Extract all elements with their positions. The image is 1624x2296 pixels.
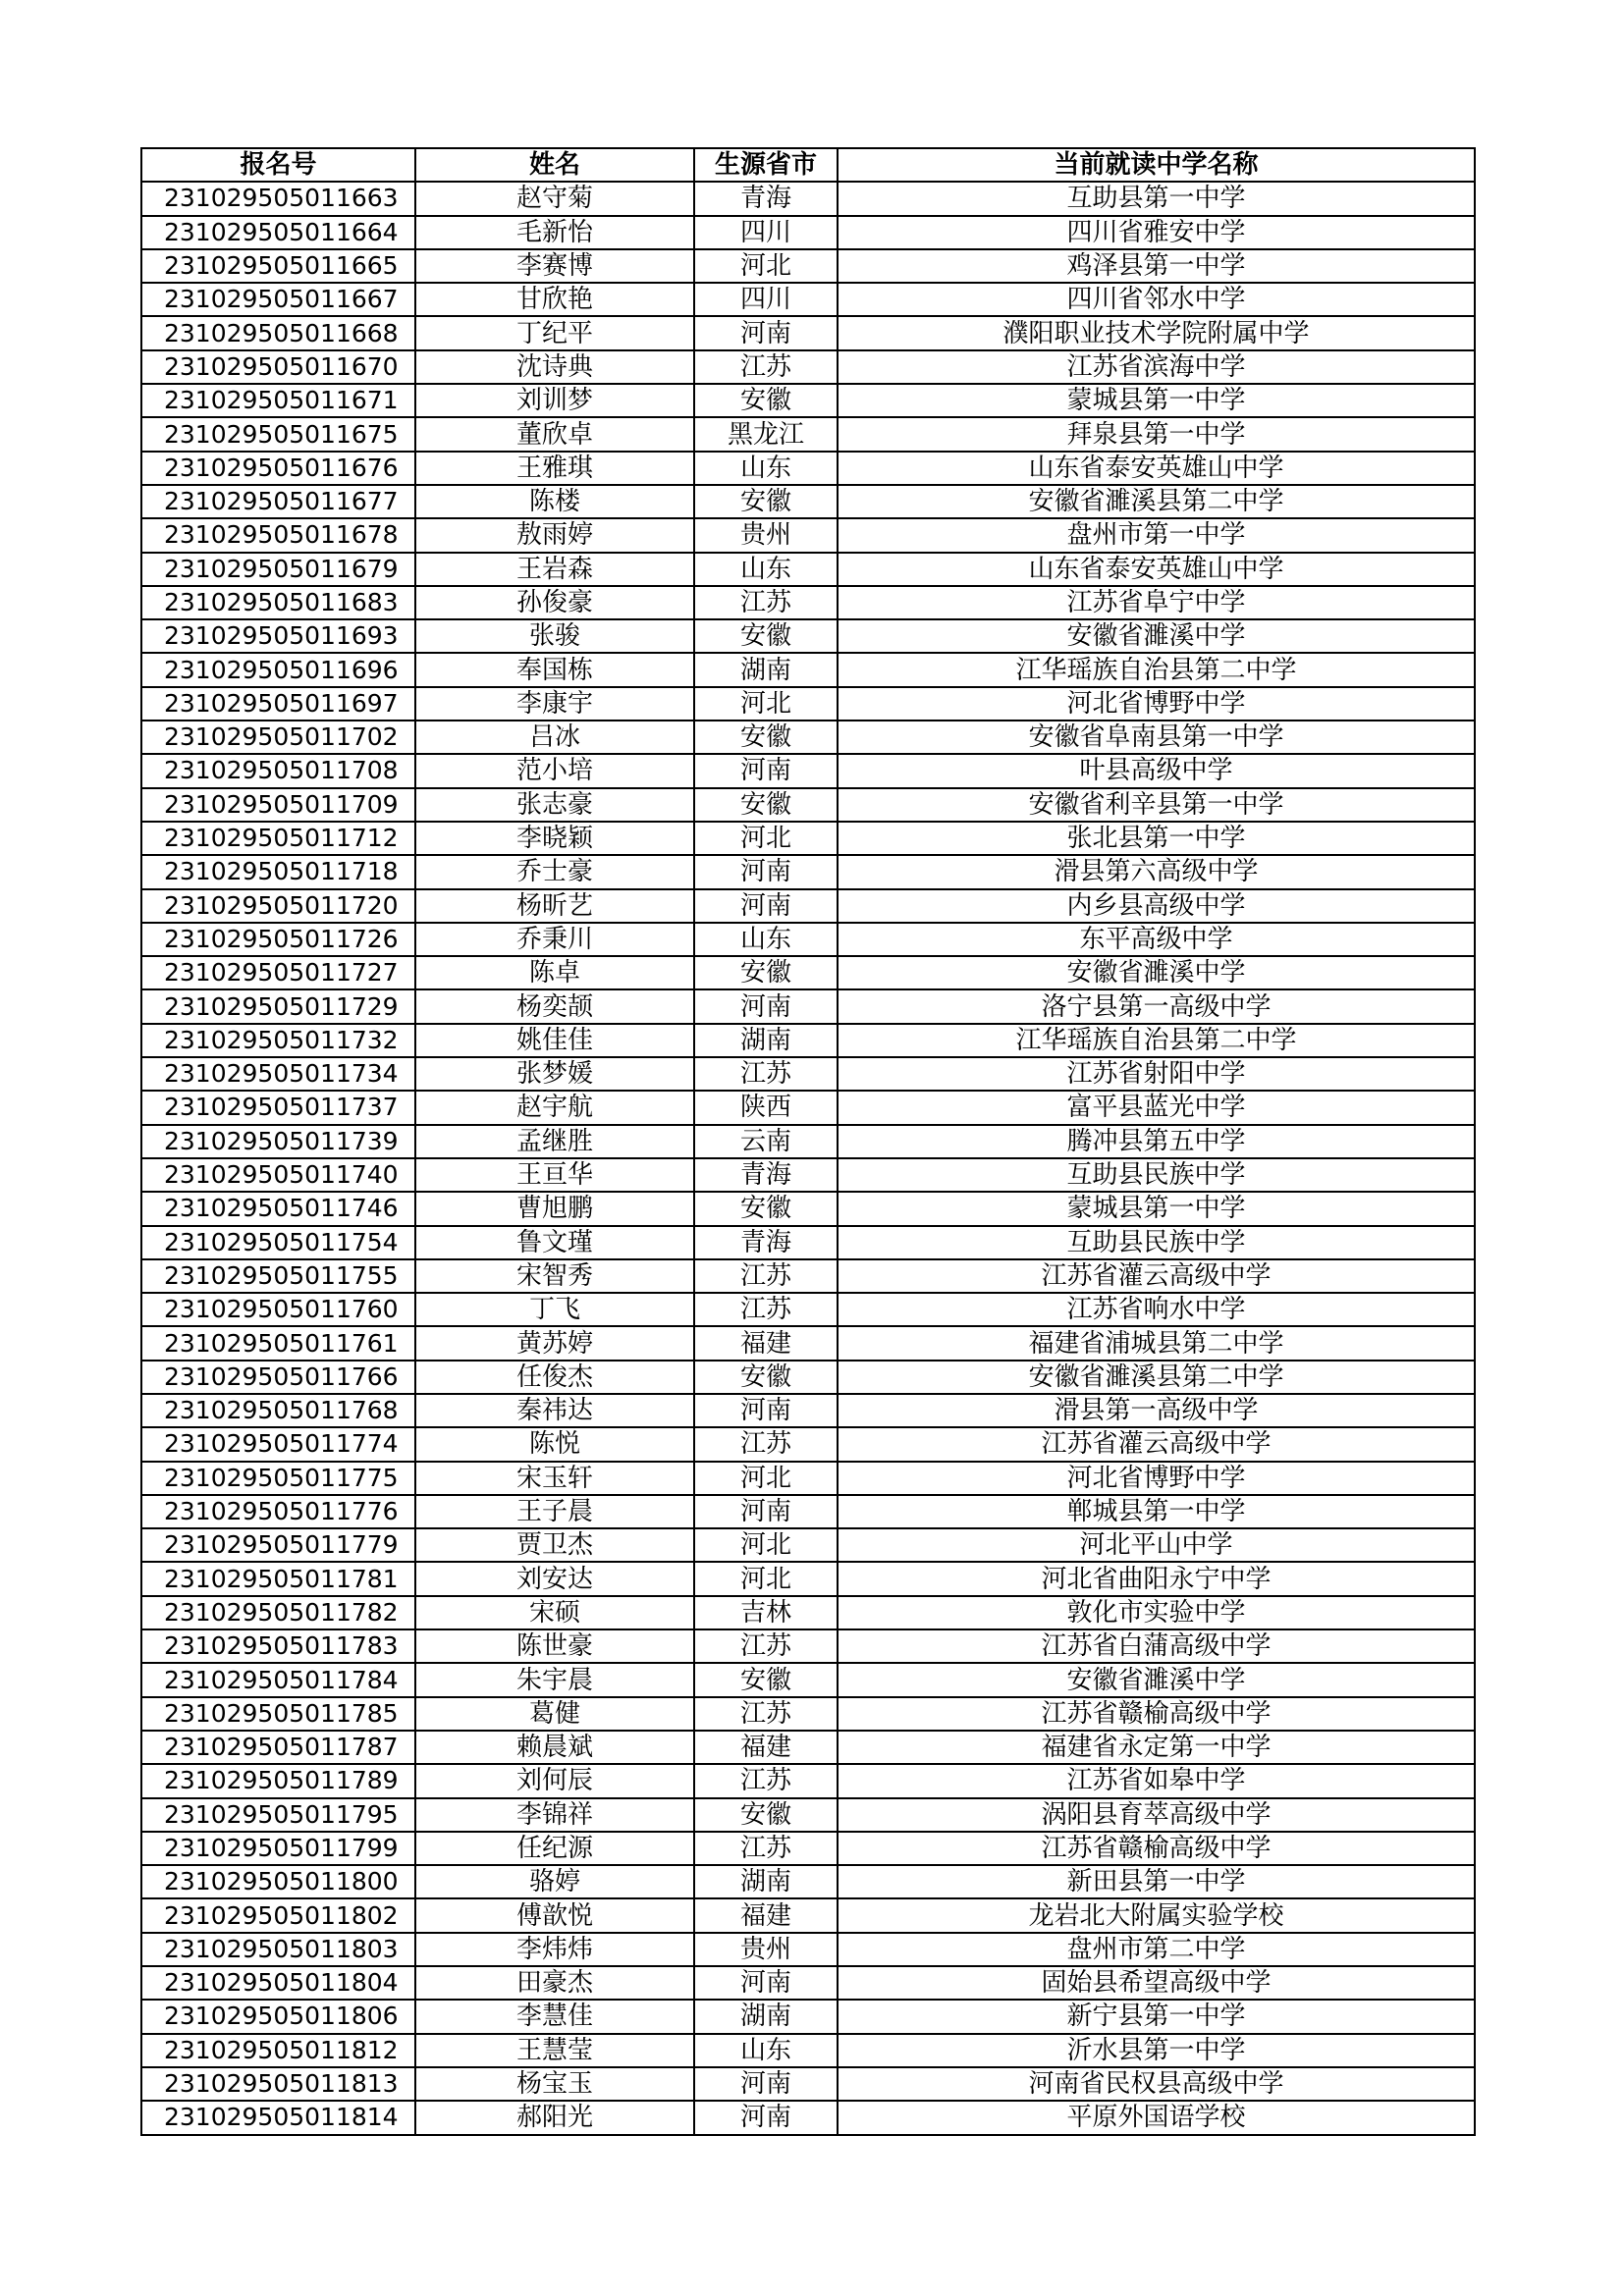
table-row (141, 1226, 1475, 1259)
cell-school: 江苏省灌云高级中学 (838, 1259, 1475, 1293)
header-province: 生源省市 (694, 148, 838, 182)
cell-province: 湖南 (694, 2000, 838, 2033)
table-row (141, 2000, 1475, 2033)
cell-registration-number: 231029505011779 (141, 1528, 415, 1562)
cell-registration-number: 231029505011675 (141, 417, 415, 451)
cell-name: 朱宇晨 (415, 1663, 694, 1696)
cell-name: 孙俊豪 (415, 586, 694, 619)
table-row (141, 586, 1475, 619)
cell-province: 陕西 (694, 1091, 838, 1124)
table-row (141, 1629, 1475, 1663)
table-row (141, 788, 1475, 822)
table-row (141, 1495, 1475, 1528)
table-row (141, 1596, 1475, 1629)
cell-name: 宋玉轩 (415, 1462, 694, 1495)
cell-province: 黑龙江 (694, 417, 838, 451)
cell-registration-number: 231029505011670 (141, 350, 415, 384)
cell-name: 宋硕 (415, 1596, 694, 1629)
cell-registration-number: 231029505011665 (141, 249, 415, 283)
table-row (141, 182, 1475, 215)
cell-name: 陈卓 (415, 956, 694, 989)
cell-registration-number: 231029505011740 (141, 1158, 415, 1192)
cell-province: 河北 (694, 249, 838, 283)
cell-school: 盘州市第二中学 (838, 1933, 1475, 1966)
table-row (141, 1832, 1475, 1865)
cell-name: 骆婷 (415, 1865, 694, 1898)
cell-school: 沂水县第一中学 (838, 2034, 1475, 2067)
cell-registration-number: 231029505011671 (141, 384, 415, 417)
cell-registration-number: 231029505011782 (141, 1596, 415, 1629)
table-row (141, 619, 1475, 653)
cell-name: 田豪杰 (415, 1966, 694, 2000)
cell-province: 江苏 (694, 350, 838, 384)
cell-name: 吕冰 (415, 721, 694, 754)
cell-province: 安徽 (694, 1192, 838, 1225)
table-row (141, 1293, 1475, 1326)
table-row (141, 1865, 1475, 1898)
cell-name: 刘何辰 (415, 1764, 694, 1797)
cell-school: 敦化市实验中学 (838, 1596, 1475, 1629)
cell-registration-number: 231029505011781 (141, 1562, 415, 1595)
cell-province: 江苏 (694, 1629, 838, 1663)
cell-province: 河北 (694, 1528, 838, 1562)
cell-name: 李锦祥 (415, 1798, 694, 1832)
table-row (141, 956, 1475, 989)
cell-school: 江苏省灌云高级中学 (838, 1427, 1475, 1461)
table-row (141, 1326, 1475, 1360)
cell-registration-number: 231029505011775 (141, 1462, 415, 1495)
cell-registration-number: 231029505011676 (141, 452, 415, 485)
cell-province: 湖南 (694, 1865, 838, 1898)
cell-school: 安徽省濉溪县第二中学 (838, 485, 1475, 518)
cell-name: 李慧佳 (415, 2000, 694, 2033)
table-row (141, 1663, 1475, 1696)
cell-province: 江苏 (694, 1293, 838, 1326)
cell-name: 丁飞 (415, 1293, 694, 1326)
cell-province: 福建 (694, 1898, 838, 1932)
cell-name: 刘安达 (415, 1562, 694, 1595)
table-row (141, 1091, 1475, 1124)
cell-school: 拜泉县第一中学 (838, 417, 1475, 451)
cell-registration-number: 231029505011766 (141, 1361, 415, 1394)
cell-school: 四川省邻水中学 (838, 283, 1475, 316)
cell-name: 乔秉川 (415, 923, 694, 956)
cell-province: 安徽 (694, 1798, 838, 1832)
cell-school: 濮阳职业技术学院附属中学 (838, 316, 1475, 349)
cell-province: 安徽 (694, 619, 838, 653)
cell-school: 江苏省赣榆高级中学 (838, 1832, 1475, 1865)
cell-name: 丁纪平 (415, 316, 694, 349)
table-row (141, 889, 1475, 923)
cell-school: 互助县民族中学 (838, 1226, 1475, 1259)
cell-school: 富平县蓝光中学 (838, 1091, 1475, 1124)
table-row (141, 1462, 1475, 1495)
cell-registration-number: 231029505011804 (141, 1966, 415, 2000)
table-row (141, 1528, 1475, 1562)
cell-province: 福建 (694, 1326, 838, 1360)
table-row (141, 452, 1475, 485)
cell-school: 蒙城县第一中学 (838, 384, 1475, 417)
cell-name: 赖晨斌 (415, 1731, 694, 1764)
cell-name: 王子晨 (415, 1495, 694, 1528)
cell-province: 四川 (694, 283, 838, 316)
cell-province: 河南 (694, 2101, 838, 2134)
cell-name: 张志豪 (415, 788, 694, 822)
header-registration-number: 报名号 (141, 148, 415, 182)
table-row (141, 417, 1475, 451)
cell-name: 李晓颖 (415, 822, 694, 855)
cell-school: 安徽省阜南县第一中学 (838, 721, 1475, 754)
table-row (141, 1057, 1475, 1091)
cell-province: 安徽 (694, 788, 838, 822)
cell-registration-number: 231029505011760 (141, 1293, 415, 1326)
cell-province: 河北 (694, 687, 838, 721)
table-row (141, 1024, 1475, 1057)
cell-name: 任纪源 (415, 1832, 694, 1865)
cell-registration-number: 231029505011776 (141, 1495, 415, 1528)
cell-school: 河北省博野中学 (838, 687, 1475, 721)
cell-name: 奉国栋 (415, 653, 694, 686)
cell-name: 葛健 (415, 1697, 694, 1731)
cell-name: 任俊杰 (415, 1361, 694, 1394)
cell-registration-number: 231029505011814 (141, 2101, 415, 2134)
cell-school: 江苏省赣榆高级中学 (838, 1697, 1475, 1731)
table-row (141, 485, 1475, 518)
cell-province: 福建 (694, 1731, 838, 1764)
cell-registration-number: 231029505011802 (141, 1898, 415, 1932)
cell-name: 赵守菊 (415, 182, 694, 215)
table-row (141, 2067, 1475, 2101)
cell-province: 河北 (694, 822, 838, 855)
cell-school: 江苏省如皋中学 (838, 1764, 1475, 1797)
cell-province: 山东 (694, 923, 838, 956)
cell-registration-number: 231029505011739 (141, 1125, 415, 1158)
cell-name: 鲁文瑾 (415, 1226, 694, 1259)
table-row (141, 1966, 1475, 2000)
cell-school: 鸡泽县第一中学 (838, 249, 1475, 283)
cell-name: 贾卫杰 (415, 1528, 694, 1562)
cell-registration-number: 231029505011755 (141, 1259, 415, 1293)
cell-province: 河南 (694, 1966, 838, 2000)
cell-school: 洛宁县第一高级中学 (838, 989, 1475, 1023)
cell-registration-number: 231029505011806 (141, 2000, 415, 2033)
cell-school: 互助县第一中学 (838, 182, 1475, 215)
cell-school: 东平高级中学 (838, 923, 1475, 956)
cell-registration-number: 231029505011729 (141, 989, 415, 1023)
table-row (141, 1562, 1475, 1595)
cell-registration-number: 231029505011702 (141, 721, 415, 754)
table-row (141, 518, 1475, 552)
cell-registration-number: 231029505011768 (141, 1394, 415, 1427)
cell-school: 福建省浦城县第二中学 (838, 1326, 1475, 1360)
cell-school: 蒙城县第一中学 (838, 1192, 1475, 1225)
cell-province: 山东 (694, 553, 838, 586)
header-school: 当前就读中学名称 (838, 148, 1475, 182)
cell-name: 杨奕颉 (415, 989, 694, 1023)
table-row (141, 1798, 1475, 1832)
table-row (141, 249, 1475, 283)
cell-province: 青海 (694, 182, 838, 215)
cell-school: 固始县希望高级中学 (838, 1966, 1475, 2000)
cell-school: 山东省泰安英雄山中学 (838, 452, 1475, 485)
cell-registration-number: 231029505011726 (141, 923, 415, 956)
table-row (141, 1898, 1475, 1932)
header-name: 姓名 (415, 148, 694, 182)
cell-registration-number: 231029505011799 (141, 1832, 415, 1865)
cell-registration-number: 231029505011813 (141, 2067, 415, 2101)
cell-name: 范小培 (415, 754, 694, 787)
table-row (141, 822, 1475, 855)
cell-province: 贵州 (694, 1933, 838, 1966)
cell-name: 董欣卓 (415, 417, 694, 451)
cell-school: 江华瑶族自治县第二中学 (838, 653, 1475, 686)
cell-name: 王雅琪 (415, 452, 694, 485)
cell-name: 陈世豪 (415, 1629, 694, 1663)
cell-registration-number: 231029505011679 (141, 553, 415, 586)
cell-name: 李炜炜 (415, 1933, 694, 1966)
cell-school: 张北县第一中学 (838, 822, 1475, 855)
cell-registration-number: 231029505011795 (141, 1798, 415, 1832)
cell-school: 互助县民族中学 (838, 1158, 1475, 1192)
cell-province: 江苏 (694, 1832, 838, 1865)
cell-name: 李赛博 (415, 249, 694, 283)
cell-province: 安徽 (694, 485, 838, 518)
table-row (141, 553, 1475, 586)
cell-name: 黄苏婷 (415, 1326, 694, 1360)
cell-province: 江苏 (694, 1697, 838, 1731)
cell-school: 内乡县高级中学 (838, 889, 1475, 923)
cell-school: 江苏省白蒲高级中学 (838, 1629, 1475, 1663)
cell-registration-number: 231029505011718 (141, 855, 415, 888)
cell-province: 江苏 (694, 1259, 838, 1293)
table-row (141, 1427, 1475, 1461)
cell-registration-number: 231029505011667 (141, 283, 415, 316)
cell-registration-number: 231029505011693 (141, 619, 415, 653)
cell-registration-number: 231029505011737 (141, 1091, 415, 1124)
cell-registration-number: 231029505011784 (141, 1663, 415, 1696)
table-row (141, 283, 1475, 316)
cell-school: 滑县第一高级中学 (838, 1394, 1475, 1427)
cell-registration-number: 231029505011683 (141, 586, 415, 619)
cell-registration-number: 231029505011677 (141, 485, 415, 518)
cell-province: 江苏 (694, 586, 838, 619)
cell-name: 甘欣艳 (415, 283, 694, 316)
cell-registration-number: 231029505011727 (141, 956, 415, 989)
cell-school: 安徽省濉溪县第二中学 (838, 1361, 1475, 1394)
table-row (141, 1933, 1475, 1966)
cell-registration-number: 231029505011761 (141, 1326, 415, 1360)
cell-registration-number: 231029505011712 (141, 822, 415, 855)
cell-registration-number: 231029505011696 (141, 653, 415, 686)
cell-name: 王慧莹 (415, 2034, 694, 2067)
cell-province: 吉林 (694, 1596, 838, 1629)
cell-school: 龙岩北大附属实验学校 (838, 1898, 1475, 1932)
cell-province: 安徽 (694, 1663, 838, 1696)
cell-name: 张骏 (415, 619, 694, 653)
cell-province: 河南 (694, 1394, 838, 1427)
table-row (141, 1125, 1475, 1158)
cell-province: 山东 (694, 452, 838, 485)
cell-school: 山东省泰安英雄山中学 (838, 553, 1475, 586)
table-row (141, 855, 1475, 888)
cell-name: 姚佳佳 (415, 1024, 694, 1057)
cell-name: 杨宝玉 (415, 2067, 694, 2101)
cell-name: 秦祎达 (415, 1394, 694, 1427)
cell-name: 孟继胜 (415, 1125, 694, 1158)
cell-registration-number: 231029505011709 (141, 788, 415, 822)
table-row (141, 989, 1475, 1023)
cell-school: 平原外国语学校 (838, 2101, 1475, 2134)
cell-name: 宋智秀 (415, 1259, 694, 1293)
cell-school: 郸城县第一中学 (838, 1495, 1475, 1528)
cell-school: 涡阳县育萃高级中学 (838, 1798, 1475, 1832)
cell-school: 江苏省阜宁中学 (838, 586, 1475, 619)
table-body (141, 182, 1475, 2134)
cell-school: 安徽省濉溪中学 (838, 1663, 1475, 1696)
cell-registration-number: 231029505011668 (141, 316, 415, 349)
cell-province: 河南 (694, 855, 838, 888)
cell-province: 湖南 (694, 653, 838, 686)
table-row (141, 754, 1475, 787)
cell-province: 河北 (694, 1462, 838, 1495)
cell-province: 江苏 (694, 1764, 838, 1797)
cell-province: 安徽 (694, 1361, 838, 1394)
table-row (141, 350, 1475, 384)
cell-name: 沈诗典 (415, 350, 694, 384)
cell-registration-number: 231029505011678 (141, 518, 415, 552)
cell-registration-number: 231029505011785 (141, 1697, 415, 1731)
table-row (141, 1361, 1475, 1394)
cell-school: 江华瑶族自治县第二中学 (838, 1024, 1475, 1057)
cell-province: 河南 (694, 2067, 838, 2101)
table-row (141, 1697, 1475, 1731)
cell-registration-number: 231029505011754 (141, 1226, 415, 1259)
cell-registration-number: 231029505011708 (141, 754, 415, 787)
table-row (141, 316, 1475, 349)
cell-registration-number: 231029505011663 (141, 182, 415, 215)
cell-province: 贵州 (694, 518, 838, 552)
table-row (141, 721, 1475, 754)
cell-school: 江苏省射阳中学 (838, 1057, 1475, 1091)
cell-registration-number: 231029505011800 (141, 1865, 415, 1898)
table-row (141, 1731, 1475, 1764)
cell-registration-number: 231029505011664 (141, 216, 415, 249)
cell-registration-number: 231029505011774 (141, 1427, 415, 1461)
cell-registration-number: 231029505011789 (141, 1764, 415, 1797)
table-row (141, 2034, 1475, 2067)
table-row (141, 1394, 1475, 1427)
cell-province: 河南 (694, 754, 838, 787)
cell-name: 李康宇 (415, 687, 694, 721)
cell-registration-number: 231029505011787 (141, 1731, 415, 1764)
cell-province: 安徽 (694, 384, 838, 417)
cell-name: 王亘华 (415, 1158, 694, 1192)
cell-name: 刘训梦 (415, 384, 694, 417)
cell-name: 郝阳光 (415, 2101, 694, 2134)
cell-school: 腾冲县第五中学 (838, 1125, 1475, 1158)
cell-school: 安徽省濉溪中学 (838, 956, 1475, 989)
cell-province: 河南 (694, 1495, 838, 1528)
cell-name: 张梦媛 (415, 1057, 694, 1091)
cell-school: 安徽省濉溪中学 (838, 619, 1475, 653)
cell-province: 青海 (694, 1226, 838, 1259)
cell-name: 陈悦 (415, 1427, 694, 1461)
cell-province: 河北 (694, 1562, 838, 1595)
cell-school: 河北省曲阳永宁中学 (838, 1562, 1475, 1595)
table-row (141, 1192, 1475, 1225)
cell-name: 毛新怡 (415, 216, 694, 249)
cell-province: 安徽 (694, 956, 838, 989)
cell-registration-number: 231029505011720 (141, 889, 415, 923)
cell-registration-number: 231029505011812 (141, 2034, 415, 2067)
cell-school: 江苏省响水中学 (838, 1293, 1475, 1326)
cell-name: 杨昕艺 (415, 889, 694, 923)
cell-school: 河南省民权县高级中学 (838, 2067, 1475, 2101)
cell-school: 安徽省利辛县第一中学 (838, 788, 1475, 822)
cell-province: 河南 (694, 889, 838, 923)
header-row (141, 148, 1475, 182)
cell-school: 盘州市第一中学 (838, 518, 1475, 552)
cell-province: 安徽 (694, 721, 838, 754)
table-row (141, 1259, 1475, 1293)
cell-school: 福建省永定第一中学 (838, 1731, 1475, 1764)
cell-province: 云南 (694, 1125, 838, 1158)
cell-name: 赵宇航 (415, 1091, 694, 1124)
cell-school: 叶县高级中学 (838, 754, 1475, 787)
cell-name: 敖雨婷 (415, 518, 694, 552)
table-row (141, 1764, 1475, 1797)
cell-school: 四川省雅安中学 (838, 216, 1475, 249)
cell-province: 江苏 (694, 1057, 838, 1091)
cell-registration-number: 231029505011734 (141, 1057, 415, 1091)
table-header (141, 148, 1475, 182)
table-row (141, 687, 1475, 721)
cell-province: 江苏 (694, 1427, 838, 1461)
cell-province: 青海 (694, 1158, 838, 1192)
cell-province: 山东 (694, 2034, 838, 2067)
cell-name: 曹旭鹏 (415, 1192, 694, 1225)
cell-province: 河南 (694, 316, 838, 349)
cell-province: 四川 (694, 216, 838, 249)
cell-name: 陈楼 (415, 485, 694, 518)
cell-name: 王岩森 (415, 553, 694, 586)
cell-registration-number: 231029505011732 (141, 1024, 415, 1057)
table-row (141, 216, 1475, 249)
table-row (141, 384, 1475, 417)
cell-school: 河北平山中学 (838, 1528, 1475, 1562)
cell-school: 新宁县第一中学 (838, 2000, 1475, 2033)
student-roster-table (140, 147, 1476, 2136)
cell-school: 滑县第六高级中学 (838, 855, 1475, 888)
cell-province: 河南 (694, 989, 838, 1023)
cell-registration-number: 231029505011803 (141, 1933, 415, 1966)
cell-name: 乔士豪 (415, 855, 694, 888)
cell-name: 傅歆悦 (415, 1898, 694, 1932)
cell-school: 河北省博野中学 (838, 1462, 1475, 1495)
table-row (141, 2101, 1475, 2134)
table-row (141, 1158, 1475, 1192)
table-row (141, 653, 1475, 686)
table-row (141, 923, 1475, 956)
cell-registration-number: 231029505011783 (141, 1629, 415, 1663)
cell-registration-number: 231029505011697 (141, 687, 415, 721)
cell-school: 江苏省滨海中学 (838, 350, 1475, 384)
cell-school: 新田县第一中学 (838, 1865, 1475, 1898)
cell-province: 湖南 (694, 1024, 838, 1057)
cell-registration-number: 231029505011746 (141, 1192, 415, 1225)
